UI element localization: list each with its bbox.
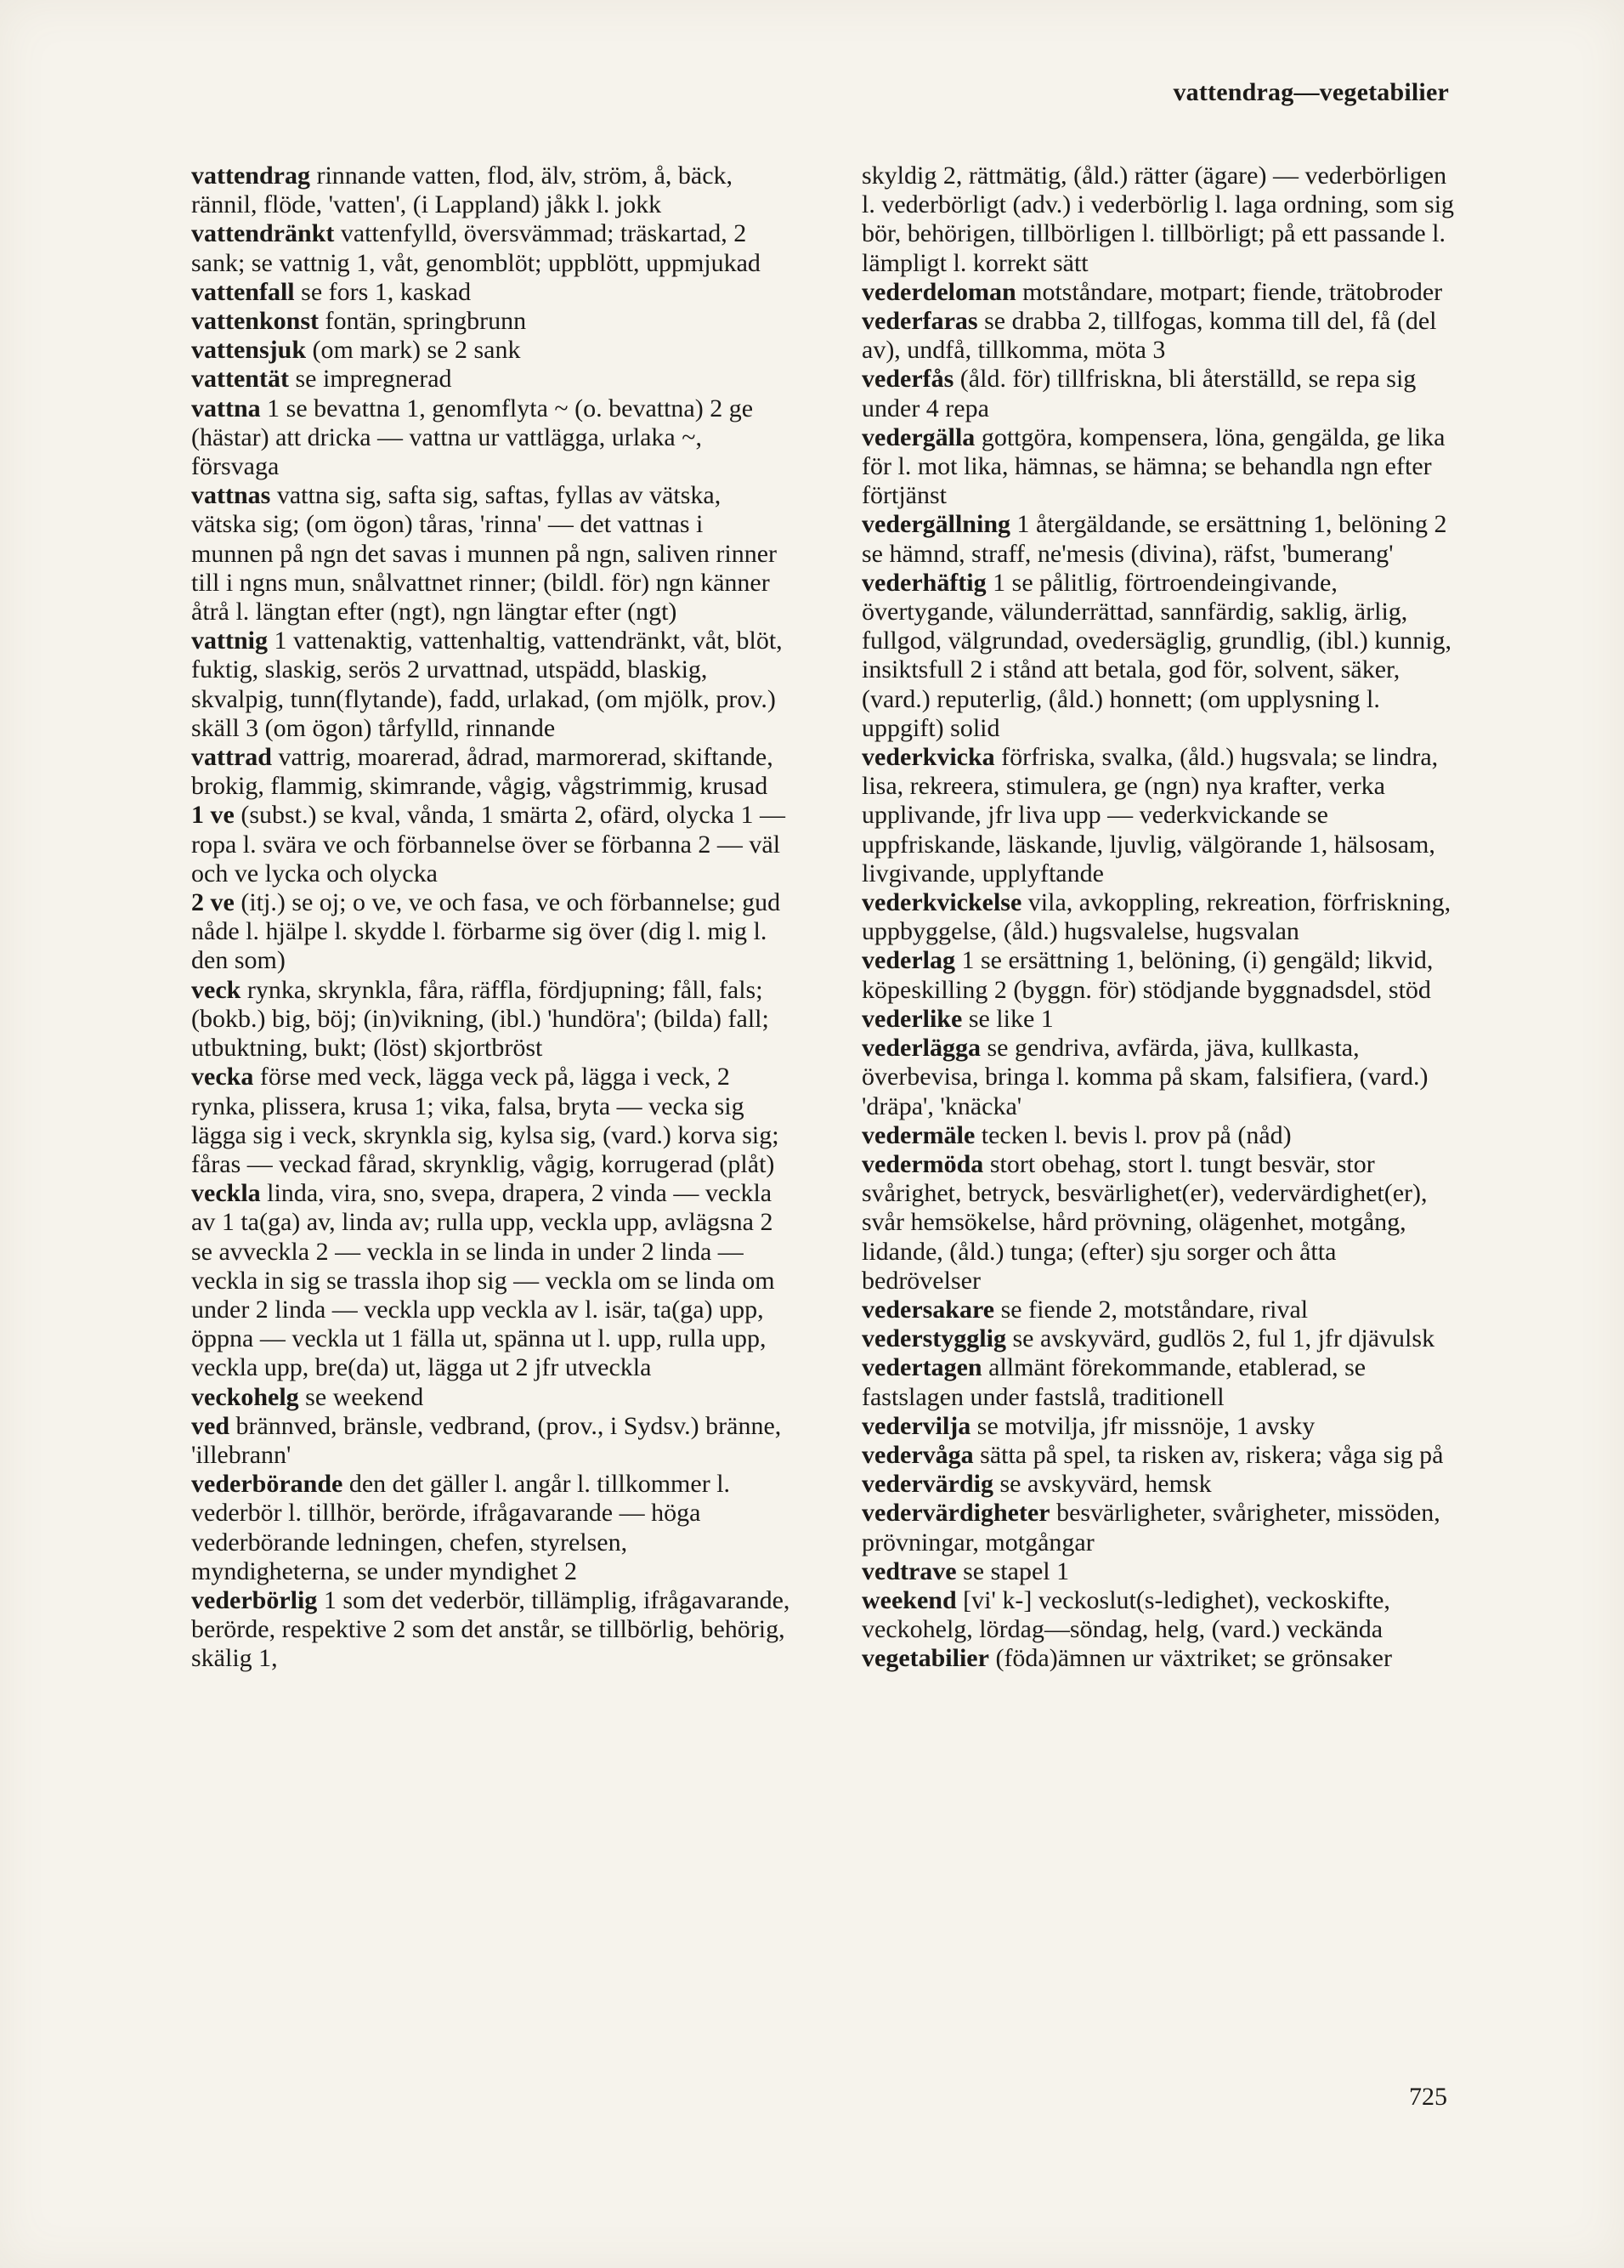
dictionary-entry	[862, 1441, 1461, 1470]
headword: vedervärdigheter	[862, 1499, 1050, 1528]
headword: vattnig	[191, 627, 268, 655]
dictionary-entry	[191, 976, 790, 1063]
headword: vattrad	[191, 743, 272, 772]
headword: vattensjuk	[191, 336, 307, 365]
definition: 1 se bevattna 1, genomflyta ~ (o. bevattna) 2 ge (hästar) att dricka — vattna ur vattlägga, urlaka ~, försvaga	[191, 394, 754, 481]
headword: veckohelg	[191, 1382, 299, 1411]
dictionary-entry	[862, 946, 1461, 1004]
left-column	[191, 162, 790, 1674]
definition: vattenfylld, översvämmad; träskartad, 2 sank; se vattnig 1, våt, genomblöt; uppblött, uppmjukad	[191, 219, 761, 277]
definition: vila, avkoppling, rekreation, förfriskning, uppbyggelse, (åld.) hugsvalelse, hugsvalan	[862, 888, 1451, 946]
right-column	[862, 162, 1461, 1674]
headword: vecka	[191, 1063, 254, 1091]
dictionary-entry	[862, 1586, 1461, 1644]
definition: se gendriva, avfärda, jäva, kullkasta, överbevisa, bringa l. komma på skam, falsifiera, (vard.) 'dräpa', 'knäcka'	[862, 1034, 1429, 1120]
definition: se motvilja, jfr missnöje, 1 avsky	[970, 1411, 1316, 1440]
dictionary-entry	[862, 1005, 1461, 1034]
dictionary-entry	[862, 1296, 1461, 1324]
dictionary-entry	[862, 1644, 1461, 1673]
dictionary-entry	[862, 1499, 1461, 1556]
headword: vedergälla	[862, 422, 976, 451]
dictionary-entry	[191, 888, 790, 976]
dictionary-entry	[862, 510, 1461, 568]
headword: vederkvicka	[862, 743, 995, 772]
headword: vedertagen	[862, 1353, 982, 1382]
dictionary-entry	[191, 394, 790, 482]
definition: brännved, bränsle, vedbrand, (prov., i Sydsv.) bränne, 'illebrann'	[191, 1411, 782, 1469]
headword: vederfås	[862, 365, 954, 394]
page-number: 725	[1409, 2083, 1447, 2111]
headword: vegetabilier	[862, 1644, 989, 1673]
definition: gottgöra, kompensera, löna, gengälda, ge lika för l. mot lika, hämnas, se hämna; se behandla ngn efter förtjänst	[862, 422, 1446, 510]
dictionary-entry	[862, 1353, 1461, 1411]
dictionary-entry	[191, 278, 790, 307]
headword: vedersakare	[862, 1295, 995, 1324]
dictionary-entry	[862, 569, 1461, 743]
definition: rynka, skrynkla, fåra, räffla, fördjupning; fåll, fals; (bokb.) big, böj; (in)vikning, (ibl.) 'hundöra'; (bilda) fall; utbuktning, bukt; (löst) skjortbröst	[191, 975, 769, 1063]
definition: motståndare, motpart; fiende, trätobroder	[1016, 277, 1443, 306]
headword: vattenkonst	[191, 307, 320, 336]
dictionary-entry	[191, 1063, 790, 1179]
definition: tecken l. bevis l. prov på (nåd)	[975, 1120, 1292, 1149]
definition: 1 se pålitlig, förtroendeingivande, övertygande, välunderrättad, sannfärdig, saklig, ärlig, fullgod, välgrundad, ovedersäglig, grundlig, (ibl.) kunnig, insiktsfull 2 i stånd att betala, god för, solvent, säker, (vard.) reputerlig, (åld.) honnett; (om upplysning l. uppgift) solid	[862, 568, 1452, 742]
definition: sätta på spel, ta risken av, riskera; våga sig på	[973, 1440, 1444, 1469]
definition: 1 vattenaktig, vattenhaltig, vattendränkt, våt, blöt, fuktig, slaskig, serös 2 urvattnad, utspädd, blaskig, skvalpig, tunn(flytande), fadd, urlakad, (om mjölk, prov.) skäll 3 (om ögon) tårfylld, rinnande	[191, 627, 783, 742]
dictionary-entry	[191, 307, 790, 336]
dictionary-entry	[191, 365, 790, 394]
dictionary-entry	[862, 1557, 1461, 1586]
headword: weekend	[862, 1585, 957, 1614]
dictionary-entry	[862, 278, 1461, 307]
definition: allmänt förekommande, etablerad, se fastslagen under fastslå, traditionell	[862, 1353, 1367, 1411]
dictionary-entry	[191, 1412, 790, 1470]
definition: se stapel 1	[956, 1556, 1070, 1585]
definition: förse med veck, lägga veck på, lägga i veck, 2 rynka, plissera, krusa 1; vika, falsa, bryta — vecka sig lägga sig i veck, skrynkla sig, kylsa sig, (vard.) korva sig; fåras — veckad fårad, skrynklig, vågig, korrugerad (plåt)	[191, 1063, 779, 1178]
dictionary-entry	[862, 1324, 1461, 1353]
dictionary-entry	[191, 1586, 790, 1674]
dictionary-entry	[191, 219, 790, 277]
headword: vedervilja	[862, 1411, 971, 1440]
headword: vedergällning	[862, 510, 1011, 539]
dictionary-entry	[862, 743, 1461, 888]
definition: rinnande vatten, flod, älv, ström, å, bäck, rännil, flöde, 'vatten', (i Lappland) jåkk l. jokk	[191, 162, 733, 219]
dictionary-entry	[862, 1121, 1461, 1150]
dictionary-entry	[862, 1470, 1461, 1499]
headword: vederkvickelse	[862, 888, 1022, 917]
definition: vattna sig, safta sig, saftas, fyllas av vätska, vätska sig; (om ögon) tåras, 'rinna' — det vattnas i munnen på ngn det savas i munnen på ngn, saliven rinner till i ngns mun, snålvattnet rinner; (bildl. för) ngn känner åtrå l. längtan efter (ngt), ngn längtar efter (ngt)	[191, 481, 778, 627]
headword: vattna	[191, 394, 261, 422]
dictionary-entry	[862, 1412, 1461, 1441]
definition: (subst.) se kval, vånda, 1 smärta 2, ofärd, olycka 1 — ropa l. svära ve och förbannelse över se förbanna 2 — väl och ve lycka och olycka	[191, 801, 785, 887]
headword: vedervåga	[862, 1440, 974, 1469]
definition: fontän, springbrunn	[319, 307, 527, 336]
dictionary-entry	[862, 1034, 1461, 1121]
definition: (föda)ämnen ur växtriket; se grönsaker	[988, 1644, 1392, 1673]
definition: se avskyvärd, hemsk	[993, 1470, 1212, 1499]
headword: vederbörande	[191, 1470, 343, 1499]
dictionary-entry	[191, 1179, 790, 1382]
dictionary-entry	[862, 365, 1461, 422]
headword: vederhäftig	[862, 568, 987, 597]
definition: [vi' k-] veckoslut(s-ledighet), veckoskifte, veckohelg, lördag—söndag, helg, (vard.) veckända	[862, 1585, 1390, 1644]
headword: vederlike	[862, 1004, 963, 1033]
dictionary-entry	[191, 801, 790, 888]
definition: (itj.) se oj; o ve, ve och fasa, ve och förbannelse; gud nåde l. hjälpe l. skydde l. förbarme sig över (dig l. mig l. den som)	[191, 888, 781, 975]
running-head: vattendrag—vegetabilier	[1173, 78, 1449, 106]
definition: (om mark) se 2 sank	[306, 336, 521, 365]
definition: den det gäller l. angår l. tillkommer l. vederbör l. tillhör, berörde, ifrågavarande — höga vederbörande ledningen, chefen, styrelsen, myndigheterna, se under myndighet 2	[191, 1470, 731, 1585]
dictionary-entry	[191, 1383, 790, 1412]
dictionary-entry	[862, 1150, 1461, 1296]
headword: vattendrag	[191, 162, 310, 190]
headword: vattentät	[191, 365, 289, 394]
definition: linda, vira, sno, svepa, drapera, 2 vinda — veckla av 1 ta(ga) av, linda av; rulla upp, veckla upp, avlägsna 2 se avveckla 2 — veckla in se linda in under 2 linda — veckla in sig se trassla ihop sig — veckla om se linda om under 2 linda — veckla upp veckla av l. isär, ta(ga) upp, öppna — veckla ut 1 fälla ut, spänna ut l. upp, rulla upp, veckla upp, bre(da) ut, lägga ut 2 jfr utveckla	[191, 1179, 775, 1382]
headword: vedermäle	[862, 1120, 976, 1149]
headword: vederbörlig	[191, 1585, 318, 1614]
dictionary-entry	[862, 888, 1461, 946]
headword: vedtrave	[862, 1556, 957, 1585]
definition: 1 som det vederbör, tillämplig, ifrågavarande, berörde, respektive 2 som det anstår, se tillbörlig, behörig, skälig 1,	[191, 1585, 790, 1673]
definition: skyldig 2, rättmätig, (åld.) rätter (ägare) — vederbörligen l. vederbörligt (adv.) i vederbörlig l. laga ordning, som sig bör, behörigen, tillbörligen l. tillbörligt; på ett passande l. lämpligt l. korrekt sätt	[862, 162, 1455, 277]
definition: se avskyvärd, gudlös 2, ful 1, jfr djävulsk	[1005, 1324, 1435, 1353]
definition: stort obehag, stort l. tungt besvär, stor svårighet, betryck, besvärlighet(er), vedervärdighet(er), svår hemsökelse, hård prövning, olägenhet, motgång, lidande, (åld.) tunga; (efter) sju sorger och åtta bedrövelser	[862, 1149, 1428, 1295]
dictionary-entry	[191, 743, 790, 801]
definition: 1 återgäldande, se ersättning 1, belöning 2 se hämnd, straff, ne'mesis (divina), räfst, 'bumerang'	[862, 510, 1447, 568]
definition: 1 se ersättning 1, belöning, (i) gengäld; likvid, köpeskilling 2 (byggn. för) stödjande byggnadsdel, stöd	[862, 946, 1434, 1004]
headword: vattenfall	[191, 277, 295, 306]
headword: vederlag	[862, 946, 955, 975]
definition: se fors 1, kaskad	[294, 277, 472, 306]
dictionary-entry	[191, 162, 790, 219]
headword: vederlägga	[862, 1034, 981, 1063]
definition: se like 1	[962, 1004, 1054, 1033]
definition: se fiende 2, motståndare, rival	[994, 1295, 1309, 1324]
headword: vederdeloman	[862, 277, 1016, 306]
definition: besvärligheter, svårigheter, missöden, prövningar, motgångar	[862, 1499, 1440, 1556]
definition: se drabba 2, tillfogas, komma till del, få (del av), undfå, tillkomma, möta 3	[862, 307, 1437, 365]
headword: vattnas	[191, 481, 271, 510]
dictionary-entry	[191, 627, 790, 743]
definition: se weekend	[298, 1382, 424, 1411]
definition: se impregnerad	[288, 365, 452, 394]
dictionary-entry	[191, 336, 790, 365]
definition: vattrig, moarerad, ådrad, marmorerad, skiftande, brokig, flammig, skimrande, vågig, vågstrimmig, krusad	[191, 743, 773, 801]
headword: veckla	[191, 1179, 261, 1208]
headword: veck	[191, 975, 241, 1004]
headword: 2 ve	[191, 888, 235, 917]
dictionary-entry	[862, 423, 1461, 511]
definition: förfriska, svalka, (åld.) hugsvala; se lindra, lisa, rekreera, stimulera, ge (ngn) nya krafter, verka upplivande, jfr liva upp — vederkvickande se uppfriskande, läskande, ljuvlig, välgörande 1, hälsosam, livgivande, upplyftande	[862, 743, 1439, 887]
dictionary-entry	[191, 481, 790, 627]
dictionary-entry	[862, 162, 1461, 278]
headword: vederstygglig	[862, 1324, 1006, 1353]
headword: ved	[191, 1411, 229, 1440]
headword: vattendränkt	[191, 219, 335, 248]
dictionary-entry	[191, 1470, 790, 1586]
headword: vedervärdig	[862, 1470, 993, 1499]
headword: vederfaras	[862, 307, 978, 336]
headword: 1 ve	[191, 801, 235, 830]
dictionary-entry	[862, 307, 1461, 365]
definition: (åld. för) tillfriskna, bli återställd, se repa sig under 4 repa	[862, 365, 1417, 422]
headword: vedermöda	[862, 1149, 984, 1178]
